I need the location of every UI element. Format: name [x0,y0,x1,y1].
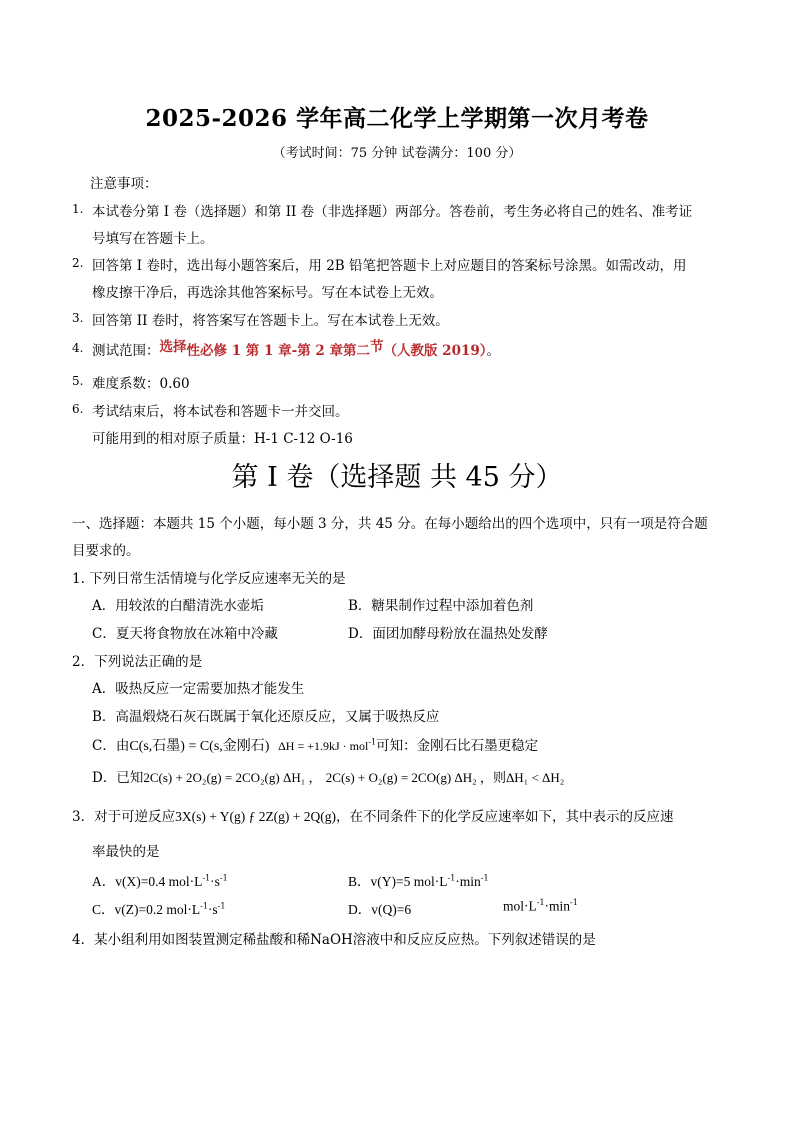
q3-option-a [92,870,228,890]
q2-option-a: A．吸热反应一定需要加热才能发生 [92,681,305,697]
scope-suffix: 。 [486,343,501,359]
q2-c-equation: C(s,石墨) = C(s,金刚石) [129,739,270,754]
q2-d-equation-1: 2C(s) + 2O₂(g) = 2CO₂(g) ΔH₁ ， [143,770,322,785]
q3-b-text: B．v(Y)=5 mol·L [348,874,448,889]
q3-stem-prefix: 3．对于可逆反应 [72,809,176,825]
notes-heading: 注意事项： [90,176,158,192]
q3-d-text: D．v(Q)=6 [348,902,412,917]
scope-highlight: 性必修 1 第 1 章-第 2 章第二 [186,343,370,359]
q3-c-mid: ·s [207,902,218,917]
q2-c-exponent: -1 [368,737,377,747]
q3-b-exp1: -1 [447,873,456,883]
note-line: 考试结束后，将本试卷和答题卡一并交回。 [92,404,349,420]
q2-option-c [92,734,538,755]
q2-d-equation-2: 2C(s) + O₂(g) = 2CO(g) ΔH₂ ， [325,770,493,785]
scope-highlight: 选择 [159,339,187,355]
q2-d-suffix: 则ΔH₁ < ΔH₂ [492,770,565,785]
note-number: 6. [72,402,84,416]
q3-d-exp1: -1 [536,898,545,907]
note-number: 5. [72,374,84,388]
test-scope [92,339,500,359]
note-number: 3. [72,311,84,325]
q2-d-prefix: D．已知 [92,770,144,786]
scope-highlight: 节 [369,339,384,355]
q3-a-text: A．v(X)=0.4 mol·L [92,874,203,889]
q3-d-unit: mol·L [503,898,537,914]
q3-d-mid: ·min [544,898,571,914]
note-number: 2. [72,256,84,270]
q3-c-exp1: -1 [200,901,208,911]
atomic-mass-line: 可能用到的相对原子质量：H-1 C-12 O-16 [92,431,353,447]
q3-stem-suffix: ，在不同条件下的化学反应速率如下，其中表示的反应速 [336,809,674,825]
q3-c-exp2: -1 [217,901,226,911]
q3-stem-line2: 率最快的是 [92,844,160,860]
q2-option-d [92,766,564,786]
q1-option-a: A．用较浓的白醋清洗水壶垢 [92,598,264,614]
figure-area [90,955,704,1105]
note-line: 回答第 I 卷时，选出每小题答案后，用 2B 铅笔把答题卡上对应题目的答案标号涂黑。如需改动，用 [92,258,687,274]
q3-b-mid: ·min [455,874,481,889]
q1-option-b: B．糖果制作过程中添加着色剂 [348,598,534,614]
exam-info: （考试时间：75 分钟 试卷满分：100 分） [272,146,522,161]
page-title: 2025-2026 学年高二化学上学期第一次月考卷 [145,105,649,132]
scope-highlight: （人教版 2019） [383,343,487,359]
q3-a-mid: ·s [210,874,220,889]
q2-c-enthalpy: ΔH = +1.9kJ · mol [278,739,369,753]
question-2-stem: 2．下列说法正确的是 [72,654,203,670]
question-1-stem: 1. 下列日常生活情境与化学反应速率无关的是 [72,571,346,587]
note-number: 1. [72,202,84,216]
note-line: 号填写在答题卡上。 [92,231,214,247]
q3-option-b [348,870,489,890]
test-scope-label: 测试范围： [92,343,160,359]
q1-option-c: C．夏天将食物放在冰箱中冷藏 [92,626,278,642]
note-line: 难度系数：0.60 [92,376,190,392]
question-3-stem [72,805,674,825]
section-title: 第 I 卷（选择题 共 45 分） [231,462,563,493]
q3-equation: 3X(s) + Y(g) ƒ 2Z(g) + 2Q(g) [175,809,337,824]
q1-option-d: D．面团加酵母粉放在温热处发酵 [348,626,548,642]
q2-c-suffix: 可知：金刚石比石墨更稳定 [376,738,539,754]
q3-b-exp2: -1 [480,873,489,883]
q3-a-exp1: -1 [202,873,211,883]
q3-c-text: C．v(Z)=0.2 mol·L [92,902,201,917]
q3-option-d-unit [503,898,578,915]
note-line: 本试卷分第 I 卷（选择题）和第 II 卷（非选择题）两部分。答卷前，考生务必将自己的姓名、准考证 [92,204,693,220]
note-line: 橡皮擦干净后，再选涂其他答案标号。写在本试卷上无效。 [92,285,443,301]
q2-option-b: B．高温煅烧石灰石既属于氧化还原反应，又属于吸热反应 [92,709,440,725]
question-4-stem: 4．某小组利用如图装置测定稀盐酸和稀NaOH溶液中和反应反应热。下列叙述错误的是 [72,932,596,948]
note-number: 4. [72,341,84,355]
q3-option-d [348,898,411,918]
q3-a-exp2: -1 [219,873,228,883]
section-intro: 目要求的。 [72,543,140,559]
note-line: 回答第 II 卷时，将答案写在答题卡上。写在本试卷上无效。 [92,313,449,329]
q2-c-prefix: C．由 [92,738,130,754]
section-intro: 一、选择题：本题共 15 个小题，每小题 3 分，共 45 分。在每小题给出的四个选项中，只有一项是符合题 [72,516,708,532]
q3-d-exp2: -1 [570,898,578,907]
q3-option-c [92,898,225,918]
